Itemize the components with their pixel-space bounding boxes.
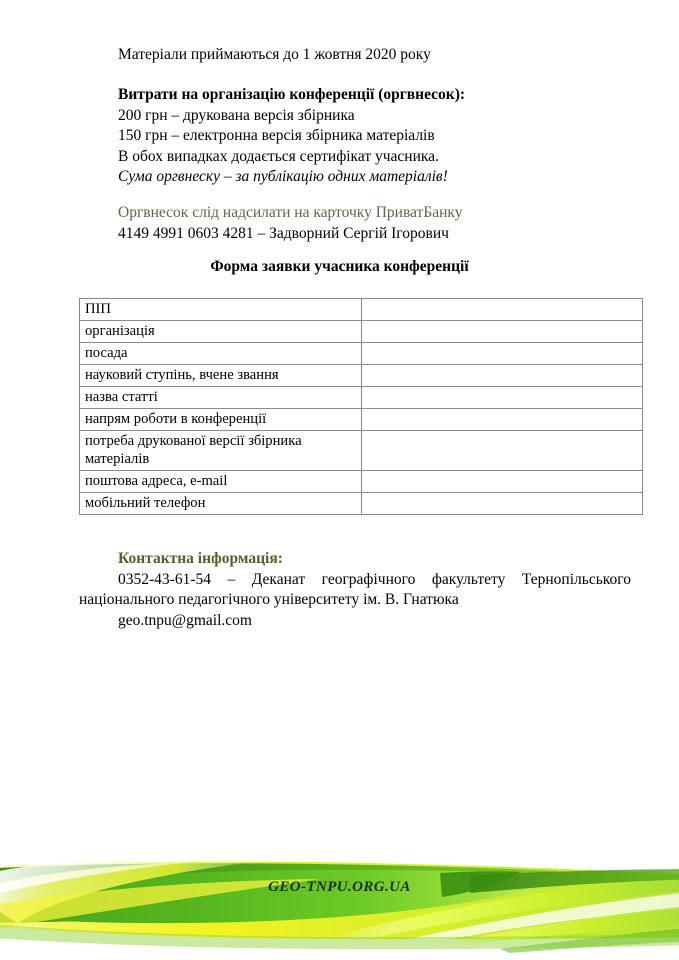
intro-line: Матеріали приймаються до 1 жовтня 2020 року bbox=[118, 46, 431, 63]
costs-line-electronic: 150 грн – електронна версія збірника матеріалів bbox=[118, 127, 435, 145]
table-row bbox=[80, 365, 643, 387]
contacts-section bbox=[79, 549, 631, 631]
bank-instruction: Оргвнесок слід надсилати на карточку ПриватБанку bbox=[118, 204, 463, 221]
costs-section bbox=[118, 85, 465, 188]
form-field-label: науковий ступінь, вчене звання bbox=[80, 365, 362, 387]
table-row bbox=[80, 431, 643, 471]
bank-card-number: 4149 4991 0603 4281 – Задворний Сергій Ігорович bbox=[118, 224, 449, 242]
table-row bbox=[80, 409, 643, 431]
table-row bbox=[80, 492, 643, 514]
intro-paragraph bbox=[118, 45, 431, 66]
table-row bbox=[80, 321, 643, 343]
footer-banner bbox=[0, 845, 679, 960]
form-field-value[interactable] bbox=[362, 299, 643, 321]
form-field-value[interactable] bbox=[362, 387, 643, 409]
form-field-value[interactable] bbox=[362, 470, 643, 492]
costs-line-printed: 200 грн – друкована версія збірника bbox=[118, 106, 355, 124]
costs-line-certificate: В обох випадках додається сертифікат учасника. bbox=[118, 147, 439, 165]
contacts-body: 0352-43-61-54 – Деканат географічного факультету Тернопільського національного педагогічного університету ім. В. Гнатюка bbox=[79, 570, 631, 609]
form-field-label: ПІП bbox=[80, 299, 362, 321]
form-field-label: назва статті bbox=[80, 387, 362, 409]
form-field-value[interactable] bbox=[362, 492, 643, 514]
form-title: Форма заявки учасника конференції bbox=[210, 258, 469, 275]
table-row bbox=[80, 470, 643, 492]
form-field-label: посада bbox=[80, 343, 362, 365]
application-form-table bbox=[79, 298, 643, 515]
form-field-value[interactable] bbox=[362, 343, 643, 365]
table-row bbox=[80, 387, 643, 409]
form-field-label: напрям роботи в конференції bbox=[80, 409, 362, 431]
contacts-heading: Контактна інформація: bbox=[118, 550, 283, 567]
footer-swoosh-graphic bbox=[0, 845, 679, 960]
form-field-label: поштова адреса, e-mail bbox=[80, 470, 362, 492]
table-row bbox=[80, 299, 643, 321]
form-field-label: організація bbox=[80, 321, 362, 343]
form-field-label: мобільний телефон bbox=[80, 492, 362, 514]
form-field-value[interactable] bbox=[362, 321, 643, 343]
form-field-label: потреба друкованої версії збірника матеріалів bbox=[80, 431, 362, 471]
bank-section bbox=[118, 203, 462, 244]
table-row bbox=[80, 343, 643, 365]
contacts-email[interactable]: geo.tnpu@gmail.com bbox=[118, 611, 252, 629]
costs-note: Сума оргвнеску – за публікацію одних матеріалів! bbox=[118, 168, 448, 186]
form-field-value[interactable] bbox=[362, 431, 643, 471]
form-field-value[interactable] bbox=[362, 409, 643, 431]
form-field-value[interactable] bbox=[362, 365, 643, 387]
footer-url-text: GEO-TNPU.ORG.UA bbox=[268, 879, 411, 895]
costs-heading: Витрати на організацію конференції (оргвнесок): bbox=[118, 86, 466, 103]
